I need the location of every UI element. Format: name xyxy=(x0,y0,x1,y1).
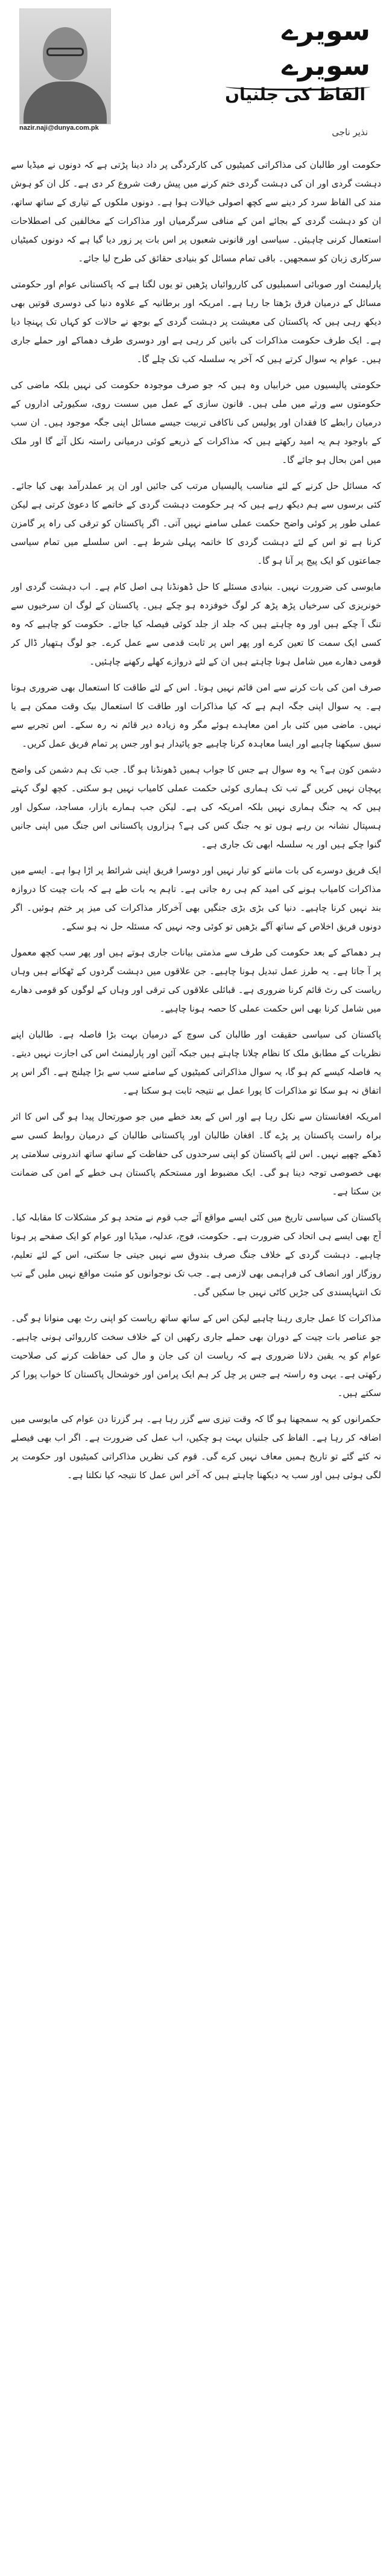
portrait-glasses xyxy=(46,48,84,56)
article-paragraph: ایک فریق دوسرے کی بات ماننے کو تیار نہیں اور دوسرا فریق اپنی شرائط پر اڑا ہوا ہے۔ ایسے میں مذاکرات کامیاب ہونے کی امید کم ہی رہ جاتی ہے۔ تاہم یہ بات طے ہے کہ بات چیت کا دروازہ بند نہیں کرنا چاہیے۔ دنیا کی بڑی بڑی جنگیں بھی آخرکار مذاکرات کی میز پر ختم ہوئیں۔ اگر دونوں فریق اخلاص کے ساتھ آگے بڑھیں تو کوئی وجہ نہیں کہ مسئلہ حل نہ ہو سکے۔ xyxy=(11,865,381,932)
column-name-text: سویرے سویرے xyxy=(282,14,370,81)
author-email: nazir.naji@dunya.com.pk xyxy=(19,124,99,132)
article-body xyxy=(11,156,381,2564)
portrait-shoulders xyxy=(24,81,107,124)
column-header xyxy=(8,0,384,151)
article-paragraph: صرف امن کی بات کرنے سے امن قائم نہیں ہوتا۔ اس کے لئے طاقت کا استعمال بھی ضروری ہوتا ہے۔ یہ سوال اپنی جگہ اہم ہے کہ کیا مذاکرات اور طاقت کا استعمال بیک وقت ممکن ہے یا نہیں۔ ماضی میں کئی بار امن معاہدے ہوئے مگر وہ زیادہ دیر قائم نہ رہ سکے۔ اس تجربے سے سبق سیکھنا چاہیے اور ایسا معاہدہ کرنا چاہیے جو پائیدار ہو اور جس پر تمام فریق عمل کریں۔ xyxy=(11,682,381,749)
article-paragraph: پاکستان کی سیاسی تاریخ میں کئی ایسے مواقع آئے جب قوم نے متحد ہو کر مشکلات کا مقابلہ کیا۔ آج بھی ایسے ہی اتحاد کی ضرورت ہے۔ حکومت، فوج، عدلیہ، میڈیا اور عوام کو ایک صفحے پر ہونا چاہیے۔ دہشت گردی کے خلاف جنگ صرف بندوق سے نہیں جیتی جا سکتی، اس کے لئے تعلیم، روزگار اور انصاف کی فراہمی بھی لازمی ہے۔ جب تک نوجوانوں کو مثبت مواقع نہیں ملیں گے تب تک انتہاپسندی کی جڑیں کاٹی نہیں جا سکیں گی۔ xyxy=(11,1212,381,1298)
article-paragraph: کہ مسائل حل کرنے کے لئے مناسب پالیسیاں مرتب کی جائیں اور ان پر عملدرآمد بھی کیا جائے۔ کئی برسوں سے ہم دیکھ رہے ہیں کہ ہر حکومت دہشت گردی کے خاتمے کا دعویٰ کرتی ہے لیکن عملی طور پر کوئی واضح حکمت عملی سامنے نہیں آتی۔ اگر پاکستان کو ترقی کی راہ پر گامزن کرنا ہے تو اس کے لئے دہشت گردی کا خاتمہ پہلی شرط ہے۔ اس سلسلے میں تمام سیاسی جماعتوں کو ایک پیج پر آنا ہو گا۔ xyxy=(11,480,381,566)
article-paragraph: ہر دھماکے کے بعد حکومت کی طرف سے مذمتی بیانات جاری ہوتے ہیں اور پھر سب کچھ معمول پر آ جاتا ہے۔ یہ طرز عمل تبدیل ہونا چاہیے۔ جن علاقوں میں دہشت گردوں کے ٹھکانے ہیں وہاں ریاست کی رٹ قائم کرنا ضروری ہے۔ قبائلی علاقوں کی ترقی اور وہاں کے لوگوں کو قومی دھارے میں شامل کرنا بھی اس حکمت عملی کا حصہ ہونا چاہیے۔ xyxy=(11,947,381,1014)
article-headline: الفاظ کی جلنیاں xyxy=(225,84,365,104)
article-paragraph: حکومت اور طالبان کی مذاکراتی کمیٹیوں کی کارکردگی پر داد دینا پڑتی ہے کہ دونوں نے میڈیا سے دہشت گردی اور ان کی دہشت گردی ختم کرنے میں پیش رفت شروع کر دی ہے۔ کل ان کو ہوش مند کی الفاظ سرد کر دینے سے کچھ اصولی خیالات ہوا ہے۔ دونوں ملکوں کے تیاری کے ساتھ ساتھ، ان کو دہشت گردی کے بجائے امن کے منافی سرگرمیاں اور مذاکرات کے مخالفین کی اصطلاحات استعمال کرنی چاہیئں۔ سیاسی اور قانونی شعبوں پر اس بات پر زور دیا گیا ہے کہ دونوں کمیٹیاں سرکاری زبان کو سمجھیں۔ باقی تمام مسائل کو بنیادی حقائق کی طرح لیا جائے۔ xyxy=(11,159,381,264)
article-paragraph: حکومتی پالیسیوں میں خرابیاں وہ ہیں کہ جو صرف موجودہ حکومت کی نہیں بلکہ ماضی کی حکومتوں سے ورثے میں ملی ہیں۔ قانون سازی کے عمل میں سست روی، سکیورٹی اداروں کے درمیان رابطے کا فقدان اور پولیس کی ناکافی تربیت جیسے مسائل اپنی جگہ موجود ہیں۔ ان سب کے باوجود ہم یہ امید رکھتے ہیں کہ مذاکرات کے ذریعے کوئی درمیانی راستہ نکل آئے گا اور ملک میں امن بحال ہو جائے گا۔ xyxy=(11,380,381,465)
article-paragraph: حکمرانوں کو یہ سمجھنا ہو گا کہ وقت تیزی سے گزر رہا ہے۔ ہر گزرتا دن عوام کی مایوسی میں اضافہ کر رہا ہے۔ الفاظ کی جلنیاں بہت ہو چکیں، اب عمل کی ضرورت ہے۔ اگر اب بھی فیصلے نہ کئے گئے تو تاریخ ہمیں معاف نہیں کرے گی۔ قوم کی نظریں مذاکراتی کمیٹیوں اور حکومت پر لگی ہوئی ہیں اور سب یہ دیکھنا چاہتے ہیں کہ آخر اس عمل کا نتیجہ کیا نکلتا ہے۔ xyxy=(11,1414,381,1481)
article-paragraph: امریکہ افغانستان سے نکل رہا ہے اور اس کے بعد خطے میں جو صورتحال پیدا ہو گی اس کا اثر براہ راست پاکستان پر پڑے گا۔ افغان طالبان اور پاکستانی طالبان کے درمیان روابط کسی سے ڈھکے چھپے نہیں۔ اس لئے پاکستان کو اپنی سرحدوں کی حفاظت کے ساتھ ساتھ اندرونی سلامتی پر بھی خصوصی توجہ دینا ہو گی۔ ایک مضبوط اور مستحکم پاکستان ہی خطے کے امن کی ضمانت بن سکتا ہے۔ xyxy=(11,1111,381,1197)
column-name-logo xyxy=(189,13,370,91)
author-byline: نذیر ناجی xyxy=(332,127,368,138)
article-paragraph: پاکستان کی سیاسی حقیقت اور طالبان کی سوچ کے درمیان بہت بڑا فاصلہ ہے۔ طالبان اپنے نظریات کے مطابق ملک کا نظام چلانا چاہتے ہیں جبکہ آئین اور پارلیمنٹ اس کی اجازت نہیں دیتے۔ یہ فاصلہ کیسے کم ہو گا، یہ سوال مذاکراتی کمیٹیوں کے سامنے سب سے بڑا چیلنج ہے۔ اگر اس پر اتفاق نہ ہو سکا تو مذاکرات کا پورا عمل بے نتیجہ ثابت ہو سکتا ہے۔ xyxy=(11,1029,381,1096)
article-paragraph: دشمن کون ہے؟ یہ وہ سوال ہے جس کا جواب ہمیں ڈھونڈنا ہو گا۔ جب تک ہم دشمن کی واضح پہچان نہیں کریں گے تب تک ہماری کوئی حکمت عملی کامیاب نہیں ہو سکتی۔ کچھ لوگ کہتے ہیں کہ یہ جنگ ہماری نہیں بلکہ امریکہ کی ہے۔ لیکن جب ہمارے بازار، مساجد، سکول اور ہسپتال نشانہ بن رہے ہوں تو یہ جنگ کس کی ہے؟ ہزاروں پاکستانی اس جنگ میں اپنی جانیں گنوا چکے ہیں اور یہ سلسلہ ابھی تک جاری ہے۔ xyxy=(11,764,381,850)
article-paragraph: پارلیمنٹ اور صوبائی اسمبلیوں کی کارروائیاں پڑھیں تو یوں لگتا ہے کہ پاکستانی عوام اور حکومتی مسائل کے درمیان فرق بڑھتا جا رہا ہے۔ امریکہ اور برطانیہ کے علاوہ دنیا کی دوسری قوتیں بھی دیکھ رہی ہیں کہ پاکستان کی معیشت پر دہشت گردی کے بوجھ نے حالات کو کہاں تک پہنچا دیا ہے۔ ایک طرف حکومت مذاکرات کی باتیں کر رہی ہے اور دوسری طرف دھماکے اور حملے جاری ہیں۔ عوام یہ سوال کرتے ہیں کہ آخر یہ سلسلہ کب تک چلے گا۔ xyxy=(11,279,381,365)
article-paragraph: مایوسی کی ضرورت نہیں۔ بنیادی مسئلے کا حل ڈھونڈنا ہی اصل کام ہے۔ اب دہشت گردی اور خونریزی کی سرخیاں پڑھ پڑھ کر لوگ خوفزدہ ہو چکے ہیں۔ پاکستان کے لوگ ان سرخیوں سے تنگ آ چکے ہیں اور وہ چاہتے ہیں کہ جلد از جلد کوئی فیصلہ کیا جائے۔ حکومت کو چاہیے کہ وہ کسی ایک سمت کا تعین کرے اور پھر اس پر ثابت قدمی سے عمل کرے۔ جو لوگ ہتھیار ڈال کر قومی دھارے میں شامل ہونا چاہتے ہیں ان کے لئے دروازے کھلے رکھنے چاہئیں۔ xyxy=(11,581,381,667)
article-paragraph: مذاکرات کا عمل جاری رہنا چاہیے لیکن اس کے ساتھ ساتھ ریاست کو اپنی رٹ بھی منوانا ہو گی۔ جو عناصر بات چیت کے دوران بھی حملے جاری رکھیں ان کے خلاف سخت کارروائی ہونی چاہیے۔ عوام کو یہ یقین دلانا ضروری ہے کہ ریاست ان کی جان و مال کی حفاظت کرنے کی صلاحیت رکھتی ہے۔ یہی وہ راستہ ہے جس پر چل کر ہم ایک پرامن اور خوشحال پاکستان کا خواب پورا کر سکتے ہیں۔ xyxy=(11,1313,381,1398)
author-portrait xyxy=(19,8,111,124)
